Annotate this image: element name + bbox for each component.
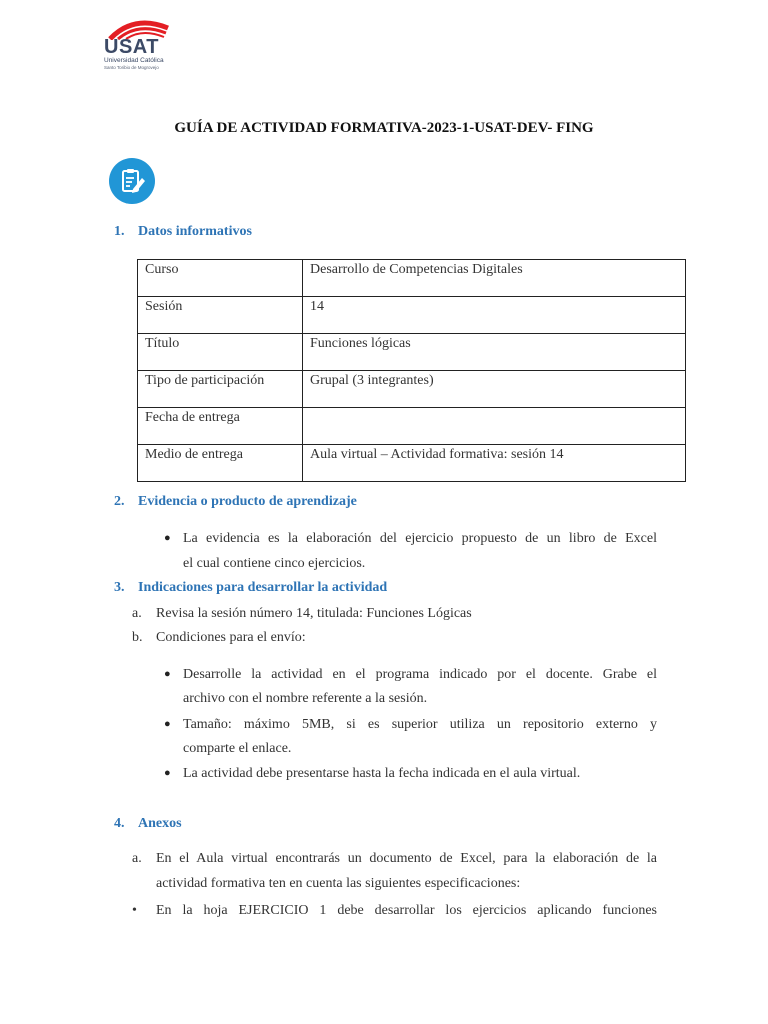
section-title: Evidencia o producto de aprendizaje [138,494,357,509]
annex-bullet-line-1: En la hoja EJERCICIO 1 debe desarrollar los ejercicios aplicando funciones [156,903,657,918]
section-3-heading [114,580,387,596]
table-label: Medio de entrega [138,445,303,482]
evidence-text-line-2: el cual contiene cinco ejercicios. [183,556,366,571]
condition-2-line-1: Tamaño: máximo 5MB, si es superior utiliza un repositorio externo y [183,717,657,732]
section-title: Datos informativos [138,224,252,239]
logo-subtitle: Universidad Católica [104,57,164,64]
logo-text: USAT [104,36,159,58]
table-label: Sesión [138,297,303,334]
indication-a-text: Revisa la sesión número 14, titulada: Funciones Lógicas [156,606,472,621]
condition-1-line-2: archivo con el nombre referente a la sesión. [183,691,428,706]
table-value: Grupal (3 integrantes) [303,371,686,408]
list-marker: a. [132,606,142,621]
condition-1-line-1: Desarrolle la actividad en el programa indicado por el docente. Grabe el [183,667,657,682]
section-number: 3. [114,580,125,595]
section-number: 1. [114,224,125,239]
condition-2-line-2: comparte el enlace. [183,741,292,756]
bullet-marker: ● [164,767,171,779]
info-table [137,259,686,482]
annex-a-line-1: En el Aula virtual encontrarás un documento de Excel, para la elaboración de la [156,851,657,866]
bullet-marker: ● [164,532,171,544]
table-row [138,260,686,297]
table-row [138,297,686,334]
table-value [303,408,686,445]
table-label: Tipo de participación [138,371,303,408]
table-label: Título [138,334,303,371]
document-title: GUÍA DE ACTIVIDAD FORMATIVA-2023-1-USAT-DEV- FING [174,120,594,136]
section-title: Anexos [138,816,182,831]
condition-3-line-1: La actividad debe presentarse hasta la fecha indicada en el aula virtual. [183,766,581,781]
list-marker: a. [132,851,142,866]
table-row [138,371,686,408]
section-number: 2. [114,494,125,509]
table-value: 14 [303,297,686,334]
clipboard-edit-icon [109,158,155,204]
table-value: Desarrollo de Competencias Digitales [303,260,686,297]
section-4-heading [114,816,182,832]
table-label: Fecha de entrega [138,408,303,445]
bullet-marker: • [132,903,137,918]
annex-a-line-2: actividad formativa ten en cuenta las siguientes especificaciones: [156,876,521,891]
table-row [138,408,686,445]
bullet-marker: ● [164,718,171,730]
table-value: Aula virtual – Actividad formativa: sesión 14 [303,445,686,482]
logo-subtitle-2: Santo Toribio de Mogrovejo [104,65,159,70]
section-title: Indicaciones para desarrollar la actividad [138,580,388,595]
table-row [138,334,686,371]
bullet-marker: ● [164,668,171,680]
section-number: 4. [114,816,125,831]
section-1-heading [114,224,252,240]
list-marker: b. [132,630,143,645]
indication-b-text: Condiciones para el envío: [156,630,306,645]
section-2-heading [114,494,357,510]
usat-logo [104,18,174,74]
table-label: Curso [138,260,303,297]
evidence-text-line-1: La evidencia es la elaboración del ejercicio propuesto de un libro de Excel [183,531,657,546]
table-value: Funciones lógicas [303,334,686,371]
table-row [138,445,686,482]
